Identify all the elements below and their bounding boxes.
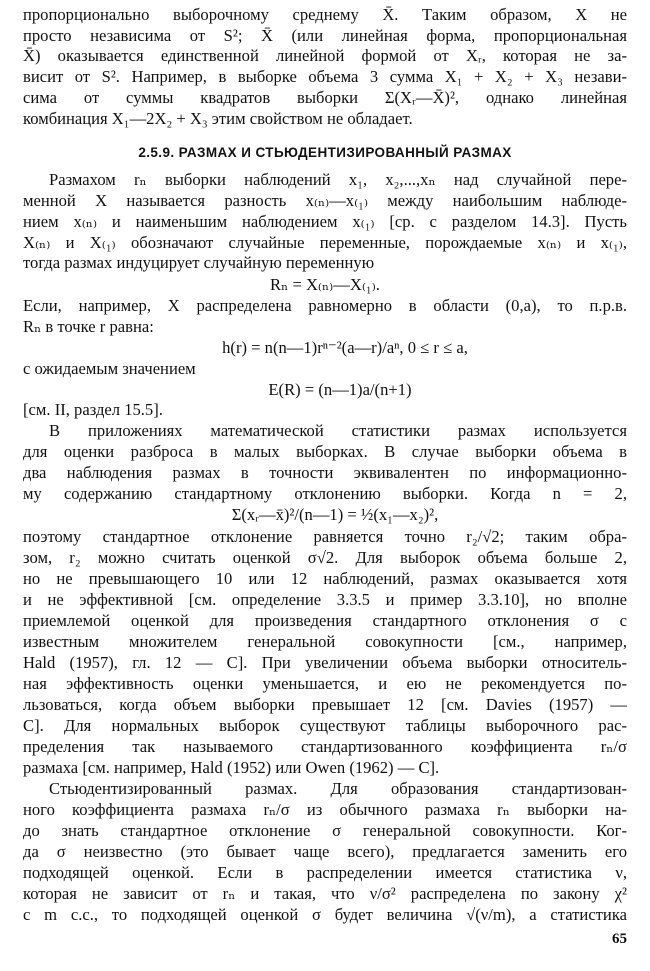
section-heading: 2.5.9. РАЗМАХ И СТЬЮДЕНТИЗИРОВАННЫЙ РАЗМАХ — [138, 145, 512, 161]
text-line: и не эффективной [см. определение 3.3.5 и пример 3.3.10], но вполне — [23, 590, 627, 610]
text-line: тогда размах индуцирует случайную переменную — [23, 252, 375, 272]
text-line: X̄) оказывается единственной линейной формой от Xᵣ, которая не за- — [23, 45, 627, 65]
text-line: ного коэффициента размаха rₙ/σ из обычного размаха rₙ выборки на- — [23, 800, 627, 820]
text-line: Rₙ в точке r равна: — [23, 316, 154, 336]
text-line: нием x₍ₙ₎ и наименьшим наблюдением x₍₁₎ [ср. с разделом 14.3]. Пусть — [23, 211, 627, 231]
text-line: [см. II, раздел 15.5]. — [23, 400, 163, 420]
text-line: приемлемой оценкой для произведения стандартного отклонения σ с — [23, 611, 627, 631]
text-line: Hald (1957), гл. 12 — C]. При увеличении объема выборки относитель- — [23, 653, 627, 673]
text-line: ная эффективность оценки уменьшается, и ею не рекомендуется по- — [23, 674, 627, 694]
formula-variance: Σ(xᵣ—x̄)²/(n—1) = ½(x₁—x₂)², — [231, 505, 439, 525]
text-line: X₍ₙ₎ и X₍₁₎ обозначают случайные переменные, порождаемые x₍ₙ₎ и x₍₁₎, — [23, 232, 627, 252]
text-line: льзоваться, когда объем выборки превышает 12 [см. Davies (1957) — — [23, 695, 627, 715]
formula-expectation: E(R) = (n—1)a/(n+1) — [268, 379, 412, 399]
text-line: C]. Для нормальных выборок существуют таблицы выборочного рас- — [23, 716, 627, 736]
text-line: сима от суммы квадратов выборки Σ(Xᵣ—X̄)², однако линейная — [23, 87, 627, 107]
text-line: с m с.с., то подходящей оценкой σ будет величина √(ν/m), а статистика — [23, 905, 627, 924]
text-line: с ожидаемым значением — [23, 358, 196, 378]
text-line: менной X называется разность x₍ₙ₎—x₍₁₎ между наибольшим наблюде- — [23, 190, 627, 210]
formula-range: Rₙ = X₍ₙ₎—X₍₁₎. — [270, 274, 380, 294]
text-line: зом, r₂ можно считать оценкой σ√2. Для выборок объема больше 2, — [23, 548, 627, 568]
text-line: для оценки разброса в малых выборках. В случае выборки объема в — [23, 442, 627, 462]
text-line: но не превышающего 10 или 12 наблюдений, размах оказывается хотя — [23, 569, 627, 589]
text-line: до знать стандартное отклонение σ генеральной совокупности. Ког- — [23, 821, 627, 841]
text-line: известным множителем генеральной совокупности [см., например, — [23, 632, 627, 652]
text-line: просто независима от S²; X̄ (или линейная форма, пропорциональная — [23, 25, 627, 45]
text-line: поэтому стандартное отклонение равняется точно r₂/√2; таким обра- — [23, 527, 627, 547]
text-line: пределения так называемого стандартизованного коэффициента rₙ/σ — [23, 737, 627, 757]
formula-density: h(r) = n(n—1)rⁿ⁻²(a—r)/aⁿ, 0 ≤ r ≤ a, — [222, 337, 468, 357]
text-line: которая не зависит от rₙ и такая, что ν/σ² распределена по закону χ² — [23, 884, 627, 904]
text-line: Стьюдентизированный размах. Для образования стандартизован- — [49, 779, 627, 799]
text-line: подходящей оценкой. Если в распределении имеется статистика ν, — [23, 863, 627, 883]
page-number: 65 — [612, 931, 627, 947]
text-line: му содержанию стандартному отклонению выборки. Когда n = 2, — [23, 483, 627, 503]
text-line: два наблюдения размах в точности эквивалентен по информационно- — [23, 462, 627, 482]
text-line: Размахом rₙ выборки наблюдений x₁, x₂,...,xₙ над случайной пере- — [49, 169, 627, 189]
text-line: пропорционально выборочному среднему X̄. Таким образом, X не — [23, 4, 627, 24]
text-line: размаха [см. например, Hald (1952) или Owen (1962) — C]. — [23, 758, 440, 778]
text-line: висит от S². Например, в выборке объема 3 сумма X₁ + X₂ + X₃ незави- — [23, 66, 627, 86]
text-line: В приложениях математической статистики размах используется — [49, 421, 627, 441]
text-line: комбинация X₁—2X₂ + X₃ этим свойством не обладает. — [23, 108, 413, 128]
text-line: да σ неизвестно (это бывает чаще всего), предлагается заменить его — [23, 842, 627, 862]
text-line: Если, например, X распределена равномерно в области (0,a), то п.р.в. — [23, 295, 627, 315]
